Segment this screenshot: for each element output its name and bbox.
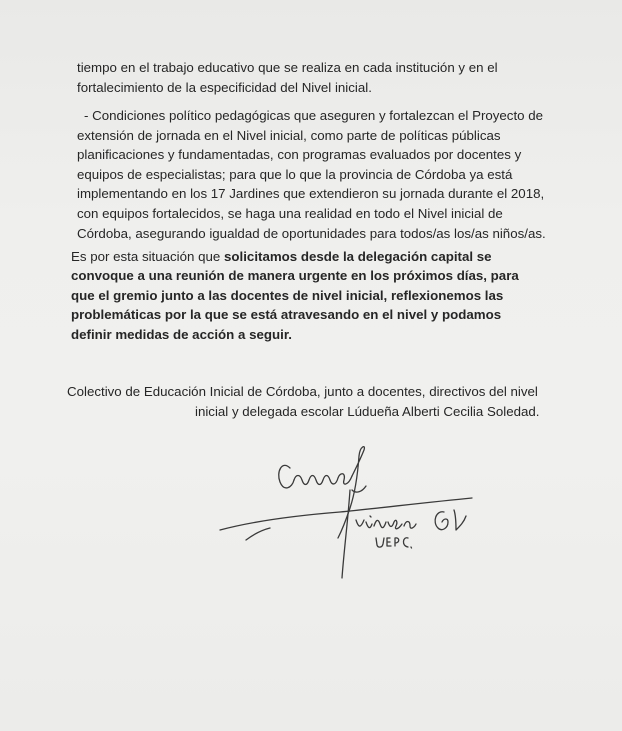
request-bold-text: que el gremio junto a las docentes de nivel inicial, reflexionemos las <box>71 287 504 303</box>
text-line: equipos de especialistas; para que lo que la provincia de Córdoba ya está <box>77 166 513 182</box>
text-line: implementando en los 17 Jardines que extendieron su jornada durante el 2018, <box>77 186 545 202</box>
handwritten-signature <box>210 430 490 580</box>
text-line: con equipos fortalecidos, se haga una realidad en todo el Nivel inicial de <box>77 205 503 221</box>
text-line: fortalecimiento de la especificidad del Nivel inicial. <box>77 79 372 95</box>
text-line: extensión de jornada en el Nivel inicial, como parte de políticas públicas <box>77 127 501 143</box>
text-line: Córdoba, asegurando igualdad de oportunidades para todos/as los/as niños/as. <box>77 225 546 241</box>
text-line <box>71 286 601 305</box>
closing-line-1: Colectivo de Educación Inicial de Córdoba, junto a docentes, directivos del nivel <box>67 384 538 399</box>
paragraph-request <box>71 247 601 344</box>
request-bold-text: solicitamos desde la delegación capital se <box>224 249 492 264</box>
text-line: - Condiciones político pedagógicas que aseguren y fortalezcan el Proyecto de <box>84 108 544 123</box>
closing-line-2: inicial y delegada escolar Lúdueña Alberti Cecilia Soledad. <box>195 404 540 419</box>
paragraph-conditions <box>77 106 597 243</box>
text-line: planificaciones y fundamentadas, con programas evaluados por docentes y <box>77 147 522 163</box>
text-line <box>71 247 601 266</box>
text-line: tiempo en el trabajo educativo que se realiza en cada institución y en el <box>77 60 498 75</box>
request-intro-text: Es por esta situación que <box>71 249 225 264</box>
text-line <box>71 305 601 324</box>
paragraph-intro <box>77 58 597 97</box>
text-line <box>71 266 601 285</box>
text-line <box>71 325 601 344</box>
request-bold-text: problemáticas por la que se está atravesando en el nivel y podamos <box>71 307 502 323</box>
request-bold-text: convoque a una reunión de manera urgente en los próximos días, para <box>71 268 519 284</box>
request-bold-text: definir medidas de acción a seguir. <box>71 326 292 342</box>
